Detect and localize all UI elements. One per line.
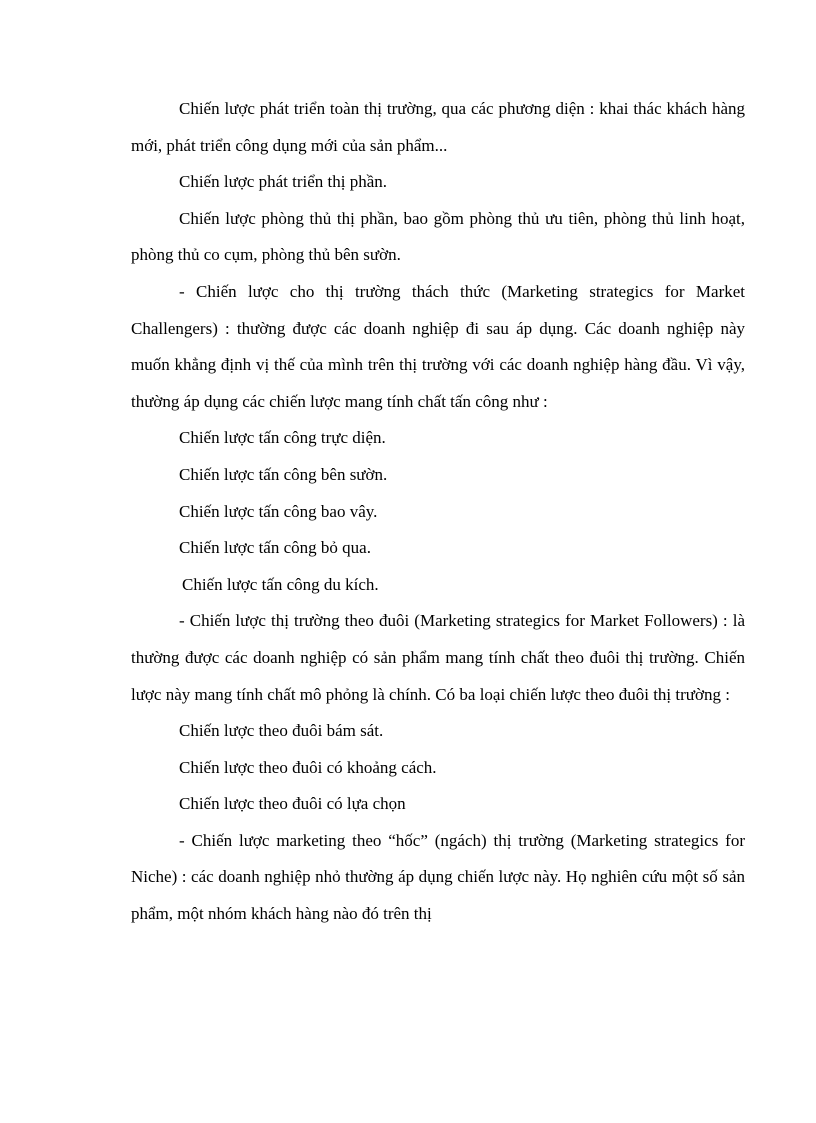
document-body [131, 91, 745, 933]
paragraph-market-followers: - Chiến lược thị trường theo đuôi (Marketing strategics for Market Followers) : là thường được các doanh nghiệp có sản phẩm mang tính chất theo đuôi thị trường. Chiến lược này mang tính chất mô phỏng là chính. Có ba loại chiến lược theo đuôi thị trường : [131, 611, 745, 704]
list-item-flank-attack: Chiến lược tấn công bên sườn. [179, 464, 388, 484]
list-item-close-following: Chiến lược theo đuôi bám sát. [179, 721, 384, 741]
list-item-bypass-attack: Chiến lược tấn công bỏ qua. [179, 538, 371, 558]
list-item-frontal-attack: Chiến lược tấn công trực diện. [179, 428, 386, 448]
list-item-guerrilla-attack: Chiến lược tấn công du kích. [182, 574, 379, 594]
list-item-distant-following: Chiến lược theo đuôi có khoảng cách. [179, 757, 437, 777]
paragraph-market-niche: - Chiến lược marketing theo “hốc” (ngách) thị trường (Marketing strategics for Niche) : các doanh nghiệp nhỏ thường áp dụng chiến lược này. Họ nghiên cứu một số sản phẩm, một nhóm khách hàng nào đó trên thị [131, 830, 745, 924]
list-item-encirclement-attack: Chiến lược tấn công bao vây. [179, 501, 378, 521]
paragraph-market-challengers: - Chiến lược cho thị trường thách thức (Marketing strategics for Market Challengers) : thường được các doanh nghiệp đi sau áp dụng. Các doanh nghiệp này muốn khẳng định vị thế của mình trên thị trường với các doanh nghiệp hàng đầu. Vì vậy, thường áp dụng các chiến lược mang tính chất tấn công như : [131, 281, 745, 411]
paragraph-share-defense: Chiến lược phòng thủ thị phần, bao gồm phòng thủ ưu tiên, phòng thủ linh hoạt, phòng thủ co cụm, phòng thủ bên sườn. [131, 208, 745, 265]
paragraph-market-development: Chiến lược phát triển toàn thị trường, qua các phương diện : khai thác khách hàng mới, phát triển công dụng mới của sản phẩm... [131, 99, 745, 155]
paragraph-share-development: Chiến lược phát triển thị phần. [179, 172, 387, 192]
list-item-selective-following: Chiến lược theo đuôi có lựa chọn [179, 794, 406, 814]
